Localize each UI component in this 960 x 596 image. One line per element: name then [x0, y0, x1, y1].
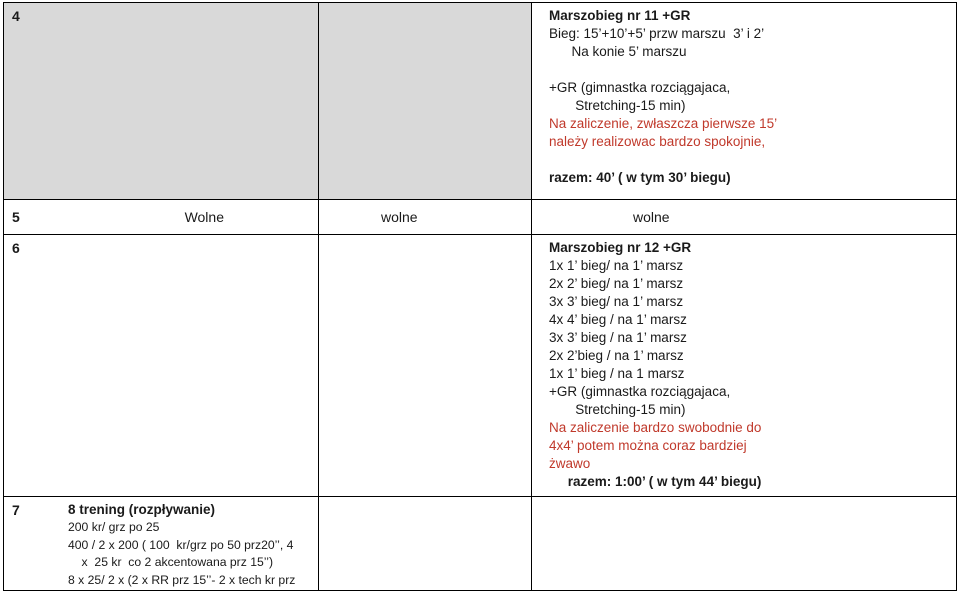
workout-cell: [532, 3, 957, 200]
empty-cell: [532, 497, 957, 591]
rest-label: wolne: [633, 209, 670, 225]
workout-line: Stretching-15 min): [549, 98, 686, 113]
table-row: [4, 497, 957, 591]
table-row: [4, 200, 957, 235]
table-row: [4, 3, 957, 200]
swim-cell: [4, 497, 319, 591]
workout-line: Na konie 5’ marszu: [549, 44, 687, 59]
swim-line: x 25 kr co 2 akcentowana prz 15’’): [68, 555, 274, 569]
workout-line: [549, 61, 956, 79]
training-plan-table: [3, 2, 957, 591]
rest-label: Wolne: [184, 209, 224, 225]
workout-line: +GR (gimnastka rozciągajaca,: [549, 384, 731, 399]
swim-line: 8 x 25/ 2 x (2 x RR prz 15’’- 2 x tech kr prz: [68, 572, 296, 587]
workout-total: razem: 40’ ( w tym 30’ biegu): [549, 170, 731, 185]
workout-line: [549, 151, 956, 169]
row-number-cell: [4, 3, 319, 200]
workout-line: 1x 1’ bieg / na 1 marsz: [549, 366, 685, 381]
row-number: 5: [12, 209, 20, 225]
rest-cell: [532, 200, 957, 235]
workout-line: +GR (gimnastka rozciągajaca,: [549, 80, 731, 95]
workout-line: Marszobieg nr 12 +GR: [549, 240, 692, 255]
workout-line: 2x 2’bieg / na 1’ marsz: [549, 348, 684, 363]
workout-note: należy realizowac bardzo spokojnie,: [549, 134, 766, 149]
workout-note: 4x4’ potem można coraz bardziej: [549, 438, 747, 453]
rest-label: wolne: [381, 209, 418, 225]
empty-cell: [319, 497, 532, 591]
workout-line: Marszobieg nr 11 +GR: [549, 8, 691, 23]
workout-line: 3x 3’ bieg / na 1’ marsz: [549, 330, 687, 345]
workout-line: 2x 2’ bieg/ na 1’ marsz: [549, 276, 684, 291]
workout-total: razem: 1:00’ ( w tym 44’ biegu): [549, 474, 762, 489]
workout-line: 1x 1’ bieg/ na 1’ marsz: [549, 258, 684, 273]
empty-cell: [319, 3, 532, 200]
row-number-cell: [4, 235, 319, 497]
row-number: 4: [12, 8, 20, 24]
workout-line: Bieg: 15’+10’+5’ przw marszu 3’ i 2’: [549, 26, 765, 41]
row-number: 7: [12, 502, 20, 518]
row-number-cell: [4, 200, 319, 235]
workout-note: żwawo: [549, 456, 591, 471]
workout-cell: [532, 235, 957, 497]
swim-line: 400 / 2 x 200 ( 100 kr/grz po 50 prz20’’, 4: [68, 537, 294, 552]
workout-line: 4x 4’ bieg / na 1’ marsz: [549, 312, 687, 327]
table-row: [4, 235, 957, 497]
swim-title: 8 trening (rozpływanie): [68, 502, 216, 517]
workout-note: Na zaliczenie bardzo swobodnie do: [549, 420, 762, 435]
rest-cell: [319, 200, 532, 235]
swim-line: 200 kr/ grz po 25: [68, 520, 160, 534]
workout-line: 3x 3’ bieg/ na 1’ marsz: [549, 294, 684, 309]
row-number: 6: [12, 240, 20, 256]
workout-line: Stretching-15 min): [549, 402, 686, 417]
empty-cell: [319, 235, 532, 497]
workout-note: Na zaliczenie, zwłaszcza pierwsze 15’: [549, 116, 778, 131]
